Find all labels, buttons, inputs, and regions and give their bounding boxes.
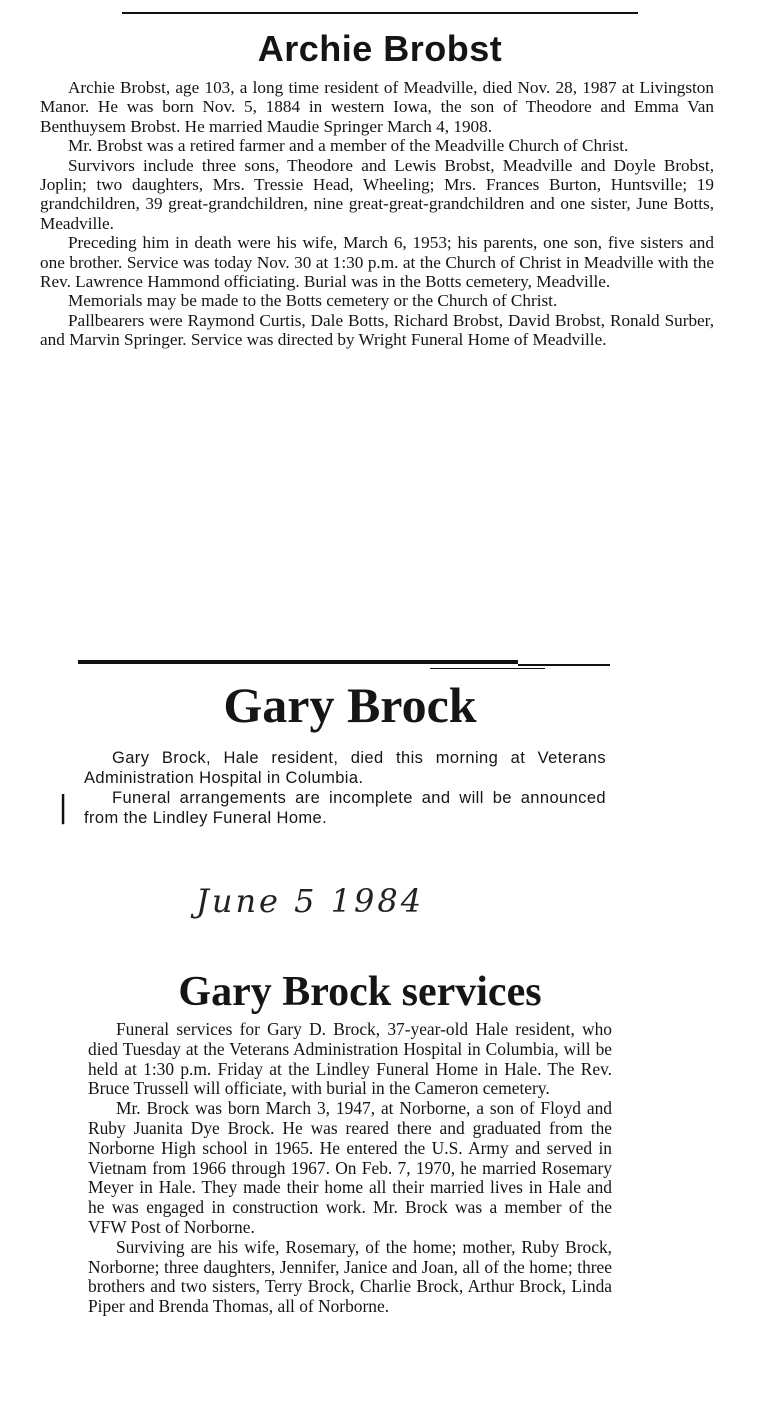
obituary-title-gary-brock-services: Gary Brock services <box>178 969 542 1015</box>
paragraph: Memorials may be made to the Botts cemetery or the Church of Christ. <box>68 291 558 311</box>
paragraph: Pallbearers were Raymond Curtis, Dale Botts, Richard Brobst, David Brobst, Ronald Surber, and Marvin Springer. Service was directed by Wright Funeral Home of Meadville. <box>40 310 714 350</box>
obituary-body-gary-brock-services <box>88 1020 612 1317</box>
paragraph: Gary Brock, Hale resident, died this morning at Veterans Administration Hospital in Columbia. <box>84 749 606 787</box>
margin-mark: | <box>58 790 69 825</box>
handwritten-date: June 5 1984 <box>196 882 425 920</box>
paragraph: Surviving are his wife, Rosemary, of the home; mother, Ruby Brock, Norborne; three daughters, Jennifer, Janice and Joan, all of the home; three brothers and two sisters, Terry Brock, Charlie Brock, Arthur Brock, Linda Piper and Brenda Thomas, all of Norborne. <box>88 1236 612 1317</box>
top-rule <box>122 12 638 14</box>
paragraph: Mr. Brock was born March 3, 1947, at Norborne, a son of Floyd and Ruby Juanita Dye Brock. He was reared there and graduated from the Norborne High school in 1965. He entered the U.S. Army and served in Vietnam from 1966 through 1967. On Feb. 7, 1970, he married Rosemary Meyer in Hale. They made their home all their married lives in Hale and he was engaged in construction work. Mr. Brock was a member of the VFW Post of Norborne. <box>88 1098 612 1237</box>
section-rule-thin-2 <box>430 668 545 669</box>
obituary-body-archie-brobst <box>40 78 714 350</box>
obituary-body-gary-brock <box>84 748 606 828</box>
section-rule-thick <box>78 660 518 664</box>
paragraph: Preceding him in death were his wife, March 6, 1953; his parents, one son, five sisters and one brother. Service was today Nov. 30 at 1:30 p.m. at the Church of Christ in Meadville with the Rev. Lawrence Hammond officiating. Burial was in the Botts cemetery, Meadville. <box>40 233 714 292</box>
obituary-title-gary-brock: Gary Brock <box>223 677 477 733</box>
paragraph: Archie Brobst, age 103, a long time resident of Meadville, died Nov. 28, 1987 at Livingston Manor. He was born Nov. 5, 1884 in western Iowa, the son of Theodore and Emma Van Benthuysem Brobst. He married Maudie Springer March 4, 1908. <box>40 78 714 136</box>
paragraph: Mr. Brobst was a retired farmer and a member of the Meadville Church of Christ. <box>68 136 629 156</box>
paragraph: Survivors include three sons, Theodore and Lewis Brobst, Meadville and Doyle Brobst, Joplin; two daughters, Mrs. Tressie Head, Wheeling; Mrs. Frances Burton, Huntsville; 19 grandchildren, 39 great-grandchildren, nine great-great-grandchildren and one sister, June Botts, Meadville. <box>40 155 714 233</box>
section-rule-thin <box>518 664 610 666</box>
paragraph: Funeral arrangements are incomplete and will be announced from the Lindley Funeral Home. <box>84 789 606 827</box>
paragraph: Funeral services for Gary D. Brock, 37-year-old Hale resident, who died Tuesday at the Veterans Administration Hospital in Columbia, will be held at 1:30 p.m. Friday at the Lindley Funeral Home in Hale. The Rev. Bruce Trussell will officiate, with burial in the Cameron cemetery. <box>88 1019 612 1099</box>
obituary-title-archie-brobst: Archie Brobst <box>257 28 503 69</box>
